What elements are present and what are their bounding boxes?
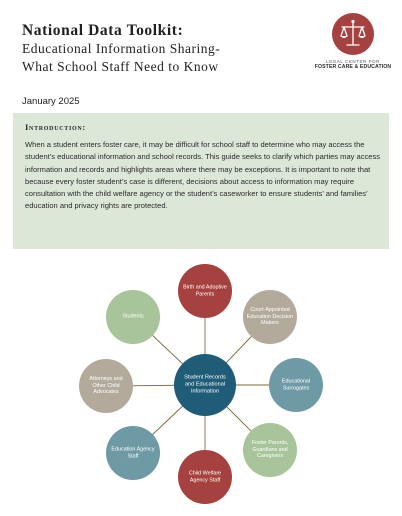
node-label-education-agency-staff: Education Agency Staff [111,446,155,459]
publication-date: January 2025 [22,96,80,107]
node-label-attorneys-advocates: Attorneys and Other Child Advocates [89,376,123,396]
node-label-birth-adoptive-parents: Birth and Adoptive Parents [183,284,227,297]
organization-logo [312,12,394,84]
title-line-1: National Data Toolkit: [22,22,184,39]
center-label: Student Records and Educational Information [184,374,226,395]
node-label-educational-surrogates: Educational Surrogates [281,378,311,391]
introduction-heading: Introduction: [25,122,86,132]
introduction-box [13,113,389,249]
scales-of-justice-icon [331,12,375,56]
node-label-students: Students [122,313,144,320]
node-label-child-welfare-staff: Child Welfare Agency Staff [188,470,222,483]
title-line-2: Educational Information Sharing- [22,41,221,56]
node-label-court-appointed-decision-makers: Court-Appointed Education Decision Makers [246,307,294,327]
document-title [22,22,322,76]
title-line-3: What School Staff Need to Know [22,59,219,74]
logo-org-line-1: LEGAL CENTER FOR [326,59,380,64]
node-label-foster-parents: Foster Parents, Guardians and Caregivers [251,440,289,460]
records-access-diagram [0,255,402,516]
logo-org-line-2: FOSTER CARE & EDUCATION [314,64,392,70]
introduction-body: When a student enters foster care, it may be difficult for school staff to determine who may access the student’s educational information and school records. This guide seeks to clarify which parties may access information and records and highlights areas where there may be exceptions. It is important to note that because every foster student’s case is different, decisions about access to information may require consultation with the child welfare agency or the student’s caseworker to ensure students’ and families’ education and privacy rights are protected. [25,140,381,211]
